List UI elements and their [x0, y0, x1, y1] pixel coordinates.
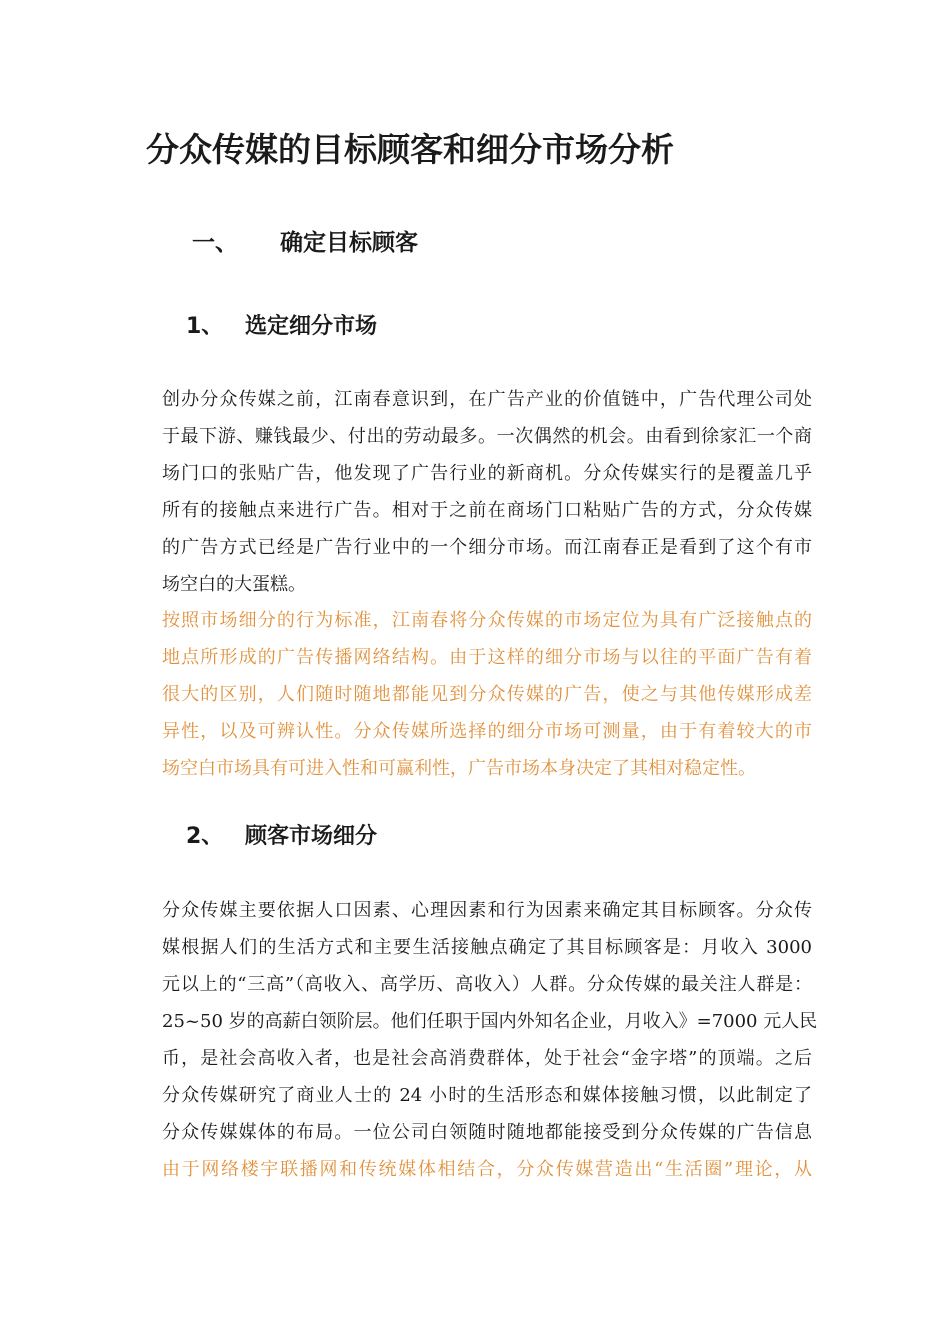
paragraph-line: 场空白的大蛋糕。: [162, 574, 306, 595]
paragraph-line: 币，是社会高收入者，也是社会高消费群体，处于社会“金字塔”的顶端。之后: [162, 1048, 812, 1069]
paragraph-line: 元以上的“三高”（高收入、高学历、高收入）人群。分众传媒的最关注人群是：: [162, 974, 812, 995]
document-title: 分众传媒的目标顾客和细分市场分析: [146, 130, 674, 169]
paragraph-line: 25~50 岁的高薪白领阶层。他们任职于国内外知名企业，月收入》=7000 元人民: [162, 1011, 818, 1032]
paragraph-highlighted-positioning: [162, 602, 812, 787]
subsection-heading-text: 顾客市场细分: [245, 824, 378, 849]
paragraph-line: 场门口的张贴广告，他发现了广告行业的新商机。分众传媒实行的是覆盖几乎: [162, 463, 812, 484]
subsection-number: 2、: [186, 824, 224, 849]
paragraph-line: 按照市场细分的行为标准，江南春将分众传媒的市场定位为具有广泛接触点的: [162, 610, 812, 631]
section-heading-text: 确定目标顾客: [280, 230, 418, 256]
section-heading-1: [192, 226, 418, 260]
subsection-heading-1: [186, 311, 377, 343]
subsection-heading-text: 选定细分市场: [245, 314, 378, 339]
paragraph-line: 于最下游、赚钱最少、付出的劳动最多。一次偶然的机会。由看到徐家汇一个商: [162, 426, 812, 447]
section-number: 一、: [192, 230, 238, 256]
paragraph-line: 创办分众传媒之前，江南春意识到，在广告产业的价值链中，广告代理公司处: [162, 389, 812, 410]
paragraph-highlighted-life-circle: [162, 1151, 812, 1188]
paragraph-segment-market: [162, 381, 812, 603]
paragraph-customer-segmentation: [162, 892, 818, 1151]
paragraph-line: 分众传媒研究了商业人士的 24 小时的生活形态和媒体接触习惯，以此制定了: [162, 1085, 812, 1106]
paragraph-line: 媒根据人们的生活方式和主要生活接触点确定了其目标顾客是：月收入 3000: [162, 937, 812, 958]
paragraph-line: 场空白市场具有可进入性和可赢利性，广告市场本身决定了其相对稳定性。: [162, 758, 756, 779]
paragraph-line: 很大的区别，人们随时随地都能见到分众传媒的广告，使之与其他传媒形成差: [162, 684, 812, 705]
paragraph-line: 异性，以及可辨认性。分众传媒所选择的细分市场可测量，由于有着较大的市: [162, 721, 812, 742]
paragraph-line: 地点所形成的广告传播网络结构。由于这样的细分市场与以往的平面广告有着: [162, 647, 812, 668]
paragraph-line: 所有的接触点来进行广告。相对于之前在商场门口粘贴广告的方式，分众传媒: [162, 500, 812, 521]
subsection-number: 1、: [186, 314, 224, 339]
paragraph-line: 的广告方式已经是广告行业中的一个细分市场。而江南春正是看到了这个有市: [162, 537, 812, 558]
paragraph-line: 分众传媒主要依据人口因素、心理因素和行为因素来确定其目标顾客。分众传: [162, 900, 812, 921]
paragraph-line: 分众传媒媒体的布局。一位公司白领随时随地都能接受到分众传媒的广告信息: [162, 1122, 812, 1143]
subsection-heading-2: [186, 821, 377, 853]
paragraph-line: 由于网络楼宇联播网和传统媒体相结合，分众传媒营造出“生活圈”理论，从: [162, 1159, 812, 1180]
